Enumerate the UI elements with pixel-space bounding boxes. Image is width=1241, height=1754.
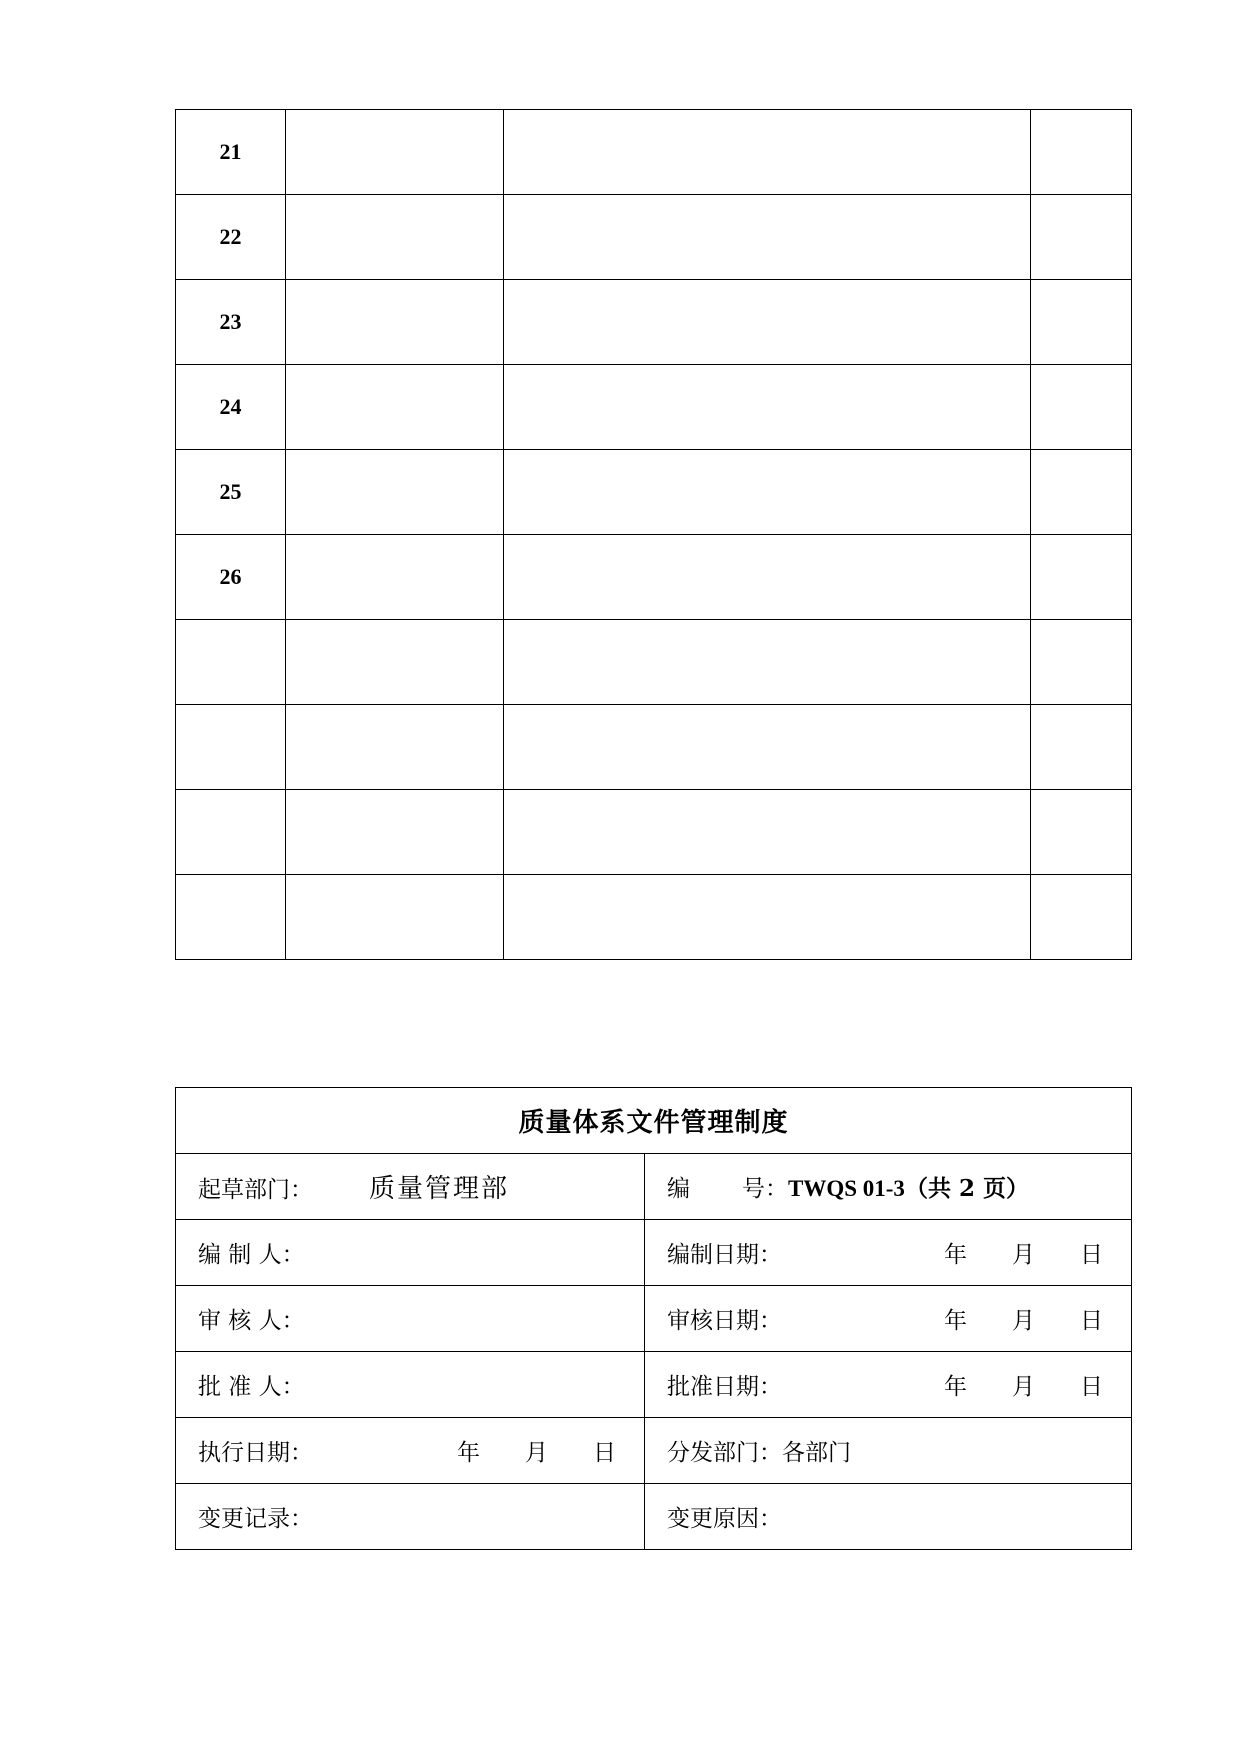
row-number <box>176 620 286 705</box>
document-title: 质量体系文件管理制度 <box>176 1088 1132 1154</box>
table-row <box>176 110 1132 195</box>
table-cell <box>286 280 504 365</box>
table-cell <box>504 280 1031 365</box>
change-record-label: 变更记录： <box>198 1506 313 1532</box>
year-label: 年 <box>944 1242 968 1268</box>
row-number <box>176 875 286 960</box>
table-cell <box>504 875 1031 960</box>
page-count: （共 2 页） <box>904 1175 1029 1202</box>
month-label: 月 <box>1012 1374 1036 1400</box>
table-cell <box>286 875 504 960</box>
table-row <box>176 875 1132 960</box>
table-cell <box>1031 280 1132 365</box>
table-row <box>176 1154 1132 1220</box>
approve-date-cell <box>645 1352 1132 1418</box>
table-cell <box>1031 450 1132 535</box>
table-row <box>176 1418 1132 1484</box>
change-reason-cell <box>645 1484 1132 1550</box>
month-label: 月 <box>525 1440 548 1466</box>
table-row <box>176 195 1132 280</box>
table-row <box>176 1220 1132 1286</box>
day-label: 日 <box>1080 1308 1104 1334</box>
draft-dept-value: 质量管理部 <box>369 1174 510 1204</box>
approve-date-fields <box>944 1368 1103 1401</box>
review-date-cell <box>645 1286 1132 1352</box>
table-cell <box>1031 790 1132 875</box>
table-cell <box>504 705 1031 790</box>
code-label-a: 编 <box>667 1176 690 1202</box>
year-label: 年 <box>944 1374 968 1400</box>
dist-dept-value: 各部门 <box>782 1440 851 1466</box>
record-list-table <box>175 109 1132 960</box>
table-cell <box>1031 110 1132 195</box>
table-row <box>176 790 1132 875</box>
table-row <box>176 1484 1132 1550</box>
table-cell <box>504 195 1031 280</box>
table-cell <box>504 535 1031 620</box>
day-label: 日 <box>593 1440 616 1466</box>
document-code: TWQS 01-3 <box>788 1176 905 1201</box>
dist-dept-label: 分发部门： <box>667 1440 782 1466</box>
day-label: 日 <box>1080 1242 1104 1268</box>
table-row <box>176 450 1132 535</box>
table-cell <box>504 790 1031 875</box>
reviewer-cell <box>176 1286 645 1352</box>
approver-cell <box>176 1352 645 1418</box>
row-number: 25 <box>176 450 286 535</box>
approve-date-label: 批准日期： <box>667 1374 782 1400</box>
compiler-label: 编 制 人： <box>198 1242 305 1268</box>
row-number <box>176 790 286 875</box>
document-code-cell <box>645 1154 1132 1220</box>
exec-date-cell <box>176 1418 645 1484</box>
table-cell <box>504 450 1031 535</box>
table-cell <box>1031 365 1132 450</box>
code-label-b: 号： <box>742 1176 788 1202</box>
change-record-cell <box>176 1484 645 1550</box>
row-number: 24 <box>176 365 286 450</box>
table-row <box>176 705 1132 790</box>
table-row <box>176 1352 1132 1418</box>
table-cell <box>286 535 504 620</box>
dist-dept-cell <box>645 1418 1132 1484</box>
draft-dept-cell <box>176 1154 645 1220</box>
day-label: 日 <box>1080 1374 1104 1400</box>
exec-date-fields <box>457 1434 616 1467</box>
row-number: 21 <box>176 110 286 195</box>
title-row <box>176 1088 1132 1154</box>
table-cell <box>286 365 504 450</box>
compile-date-fields <box>944 1236 1103 1269</box>
table-cell <box>504 110 1031 195</box>
table-cell <box>1031 875 1132 960</box>
table-row <box>176 365 1132 450</box>
review-date-fields <box>944 1302 1103 1335</box>
table-cell <box>286 450 504 535</box>
reviewer-label: 审 核 人： <box>198 1308 305 1334</box>
year-label: 年 <box>457 1440 480 1466</box>
exec-date-label: 执行日期： <box>198 1440 313 1466</box>
table-cell <box>286 790 504 875</box>
document-info-table <box>175 1087 1132 1550</box>
table-cell <box>504 620 1031 705</box>
month-label: 月 <box>1012 1308 1036 1334</box>
table-cell <box>286 195 504 280</box>
table-row <box>176 1286 1132 1352</box>
month-label: 月 <box>1012 1242 1036 1268</box>
review-date-label: 审核日期： <box>667 1308 782 1334</box>
compile-date-label: 编制日期： <box>667 1242 782 1268</box>
table-cell <box>1031 535 1132 620</box>
table-cell <box>1031 620 1132 705</box>
table-row <box>176 280 1132 365</box>
row-number: 22 <box>176 195 286 280</box>
row-number <box>176 705 286 790</box>
approver-label: 批 准 人： <box>198 1374 305 1400</box>
draft-dept-label: 起草部门： <box>198 1177 313 1203</box>
row-number: 26 <box>176 535 286 620</box>
year-label: 年 <box>944 1308 968 1334</box>
change-reason-label: 变更原因： <box>667 1506 782 1532</box>
row-number: 23 <box>176 280 286 365</box>
compile-date-cell <box>645 1220 1132 1286</box>
table-cell <box>1031 195 1132 280</box>
table-cell <box>286 110 504 195</box>
table-cell <box>1031 705 1132 790</box>
table-cell <box>504 365 1031 450</box>
compiler-cell <box>176 1220 645 1286</box>
table-row <box>176 535 1132 620</box>
table-cell <box>286 705 504 790</box>
table-row <box>176 620 1132 705</box>
table-cell <box>286 620 504 705</box>
